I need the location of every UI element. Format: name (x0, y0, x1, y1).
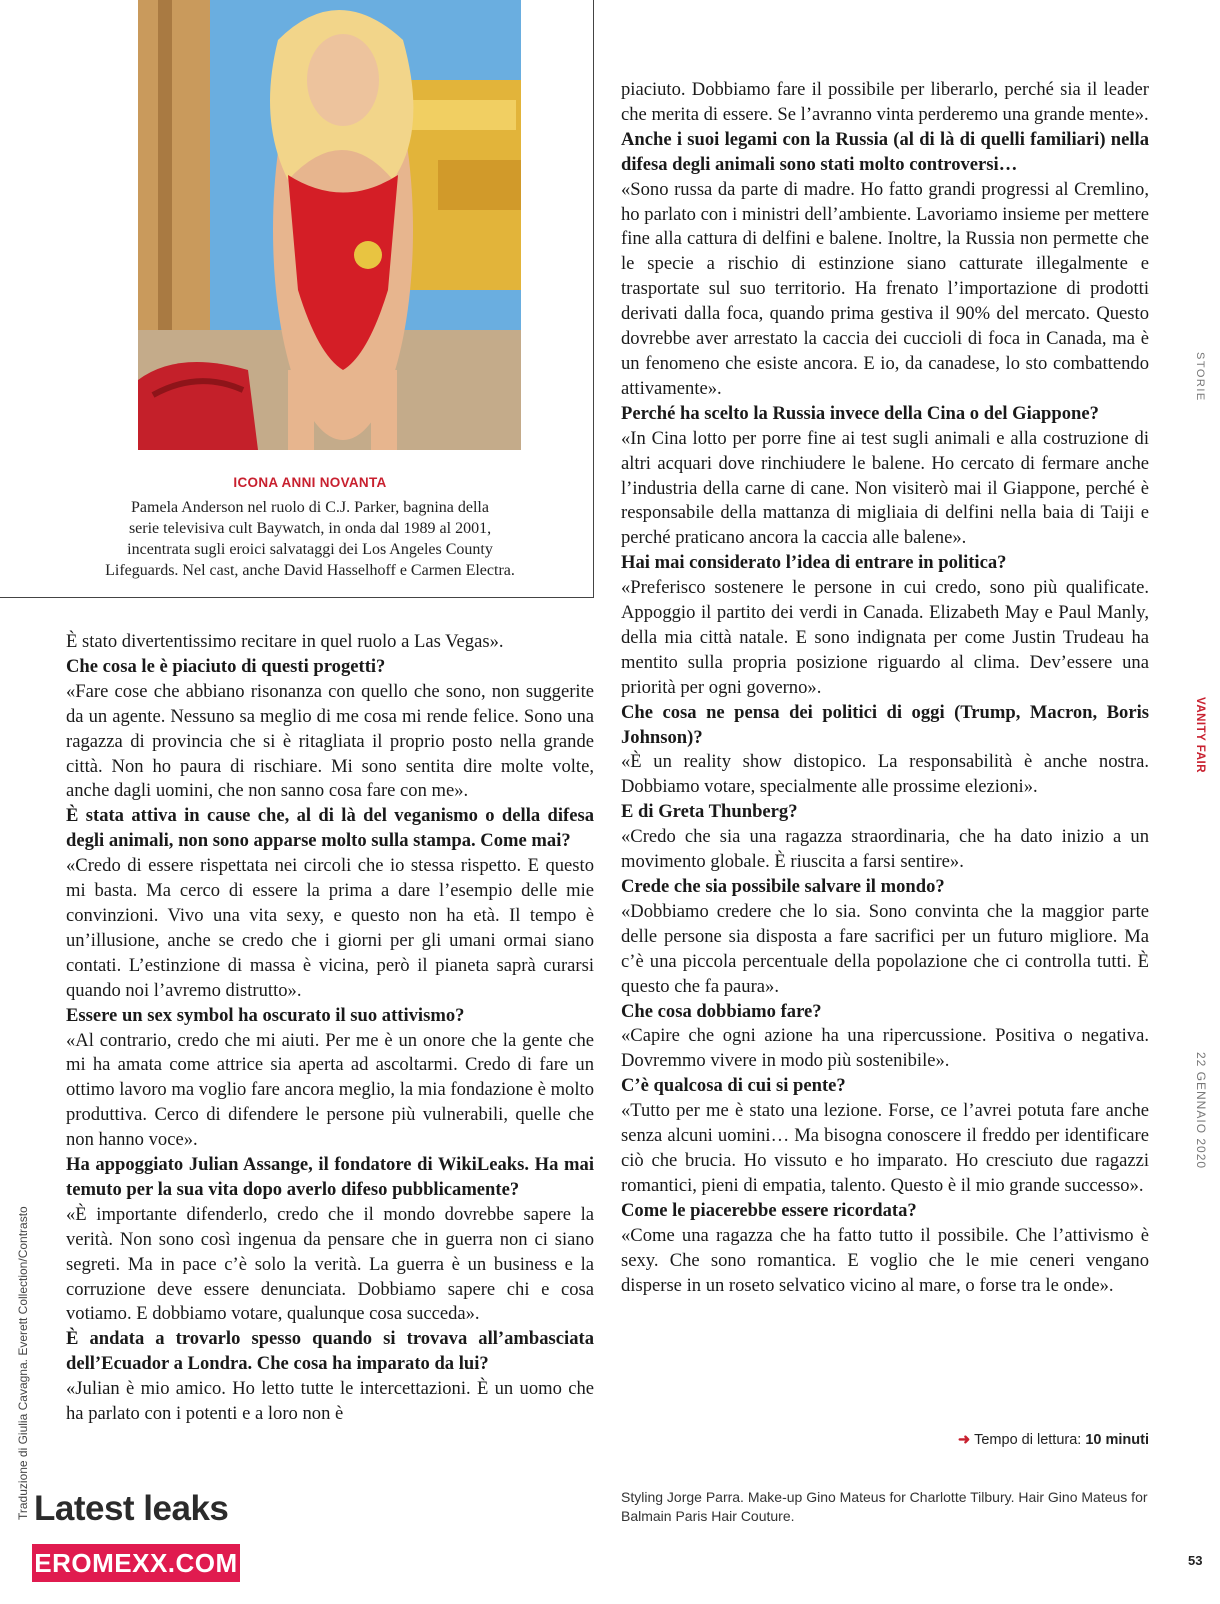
photo-caption (60, 472, 560, 581)
article-column-left (66, 630, 594, 1427)
interview-question: Come le piacerebbe essere ricordata? (621, 1199, 917, 1221)
interview-question: Che cosa dobbiamo fare? (621, 1000, 822, 1022)
interview-question: Anche i suoi legami con la Russia (al di là di quelli familiari) nella difesa degli animali sono stati molto controversi… (621, 128, 1149, 175)
magazine-name: VANITY FAIR (1194, 697, 1206, 773)
styling-credits: Styling Jorge Parra. Make-up Gino Mateus for Charlotte Tilbury. Hair Gino Mateus for Balmain Paris Hair Couture. (621, 1489, 1148, 1524)
interview-question: Ha appoggiato Julian Assange, il fondatore di WikiLeaks. Ha mai temuto per la sua vita dopo averlo difeso pubblicamente? (66, 1154, 594, 1200)
caption-line: Pamela Anderson nel ruolo di C.J. Parker, bagnina della (131, 499, 489, 516)
interview-answer: «Credo che sia una ragazza straordinaria, che ha dato inizio a un movimento globale. È riuscita a farsi sentire». (621, 826, 1149, 873)
caption-kicker: ICONA ANNI NOVANTA (233, 475, 387, 490)
interview-question: Crede che sia possibile salvare il mondo? (621, 876, 945, 897)
interview-question: Hai mai considerato l’idea di entrare in politica? (621, 552, 1007, 574)
interview-answer: «Dobbiamo credere che lo sia. Sono convinta che la maggior parte delle persone sia disposta a fare sacrifici per un futuro migliore. Ma c’è una piccola percentuale della popolazione che ci controlla tutti. È questo che fa paura». (621, 900, 1149, 997)
interview-question: E di Greta Thunberg? (621, 801, 798, 823)
reading-time-label: Tempo di lettura: (974, 1432, 1082, 1448)
interview-question: Che cosa le è piaciuto di questi progetti? (66, 655, 386, 677)
interview-answer: «Fare cose che abbiano risonanza con quello che sono, non suggerite da un agente. Nessuno sa meglio di me cosa mi rende felice. Sono una ragazza di provincia che si è ritagliata il proprio posto nella grande città. Non ho paura di rischiare. Mi sono sentita dire molte volte, anche dagli uomini, che non sanno cosa fare con me». (66, 680, 594, 802)
issue-date: 22 GENNAIO 2020 (1194, 1052, 1208, 1170)
reading-time-value: 10 minuti (1085, 1432, 1149, 1448)
interview-question: Essere un sex symbol ha oscurato il suo attivismo? (66, 1004, 465, 1026)
interview-answer: «Credo di essere rispettata nei circoli che io stessa rispetto. E questo mi basta. Ma cerco di essere la prima a dare l’esempio delle mie convinzioni. Vivo una vita sexy, e questo non ha età. Il tempo è un’illusione, anche se credo che i giorni per gli umani ormai siano contati. L’estinzione di massa è vicina, però il pianeta saprà curarsi quando noi l’avremo distrutto». (66, 855, 594, 1001)
interview-question: C’è qualcosa di cui si pente? (621, 1075, 846, 1097)
interview-answer: «Preferisco sostenere le persone in cui credo, sono più qualificate. Appoggio il partito dei verdi in Canada. Elizabeth May e Paul Manly, della mia città natale. E sono indignata per come Justin Trudeau ha mentito sulla propria posizione riguardo al clima. Dev’essere una priorità per ogni governo». (621, 577, 1149, 698)
reading-time (850, 1432, 1149, 1448)
interview-answer: «Al contrario, credo che mi aiuti. Per me è un onore che la gente che mi ha amata come attrice sia aperta ad ascoltarmi. Credo di fare un ottimo lavoro ma voglio fare ancora meglio, la mia fondazione è molto produttiva. Cerco di difendere le persone più vulnerabili, quelle che non hanno voce». (66, 1029, 594, 1151)
caption-line: Lifeguards. Nel cast, anche David Hasselhoff e Carmen Electra. (105, 562, 515, 579)
caption-line: serie televisiva cult Baywatch, in onda dal 1989 al 2001, (128, 520, 492, 537)
watermark-text: Latest leaks (34, 1489, 229, 1528)
section-label: STORIE (1194, 352, 1206, 402)
interview-answer: È stato divertentissimo recitare in quel ruolo a Las Vegas». (66, 631, 504, 652)
interview-question: Che cosa ne pensa dei politici di oggi (Trump, Macron, Boris Johnson)? (621, 701, 1149, 748)
page-number: 53 (1188, 1553, 1203, 1568)
interview-answer: «Julian è mio amico. Ho letto tutte le intercettazioni. È un uomo che ha parlato con i potenti e a loro non è (66, 1378, 594, 1425)
arrow-icon: ➜ (957, 1432, 971, 1448)
watermark-badge: EROMEXX.COM (32, 1544, 240, 1582)
interview-answer: «È un reality show distopico. La responsabilità è anche nostra. Dobbiamo votare, specialmente alle prossime elezioni». (621, 751, 1149, 798)
article-column-right (621, 78, 1149, 1298)
interview-answer: «Tutto per me è stato una lezione. Forse, ce l’avrei potuta fare anche senza alcuni uomini… Ma bisogna conoscere il freddo per identificare ciò che brucia. Ho vissuto e ho imparato. Ho cresciuto due ragazzi romantici, pieni di empatia, talento. Questo è il mio grande successo». (621, 1100, 1149, 1196)
interview-answer: piaciuto. Dobbiamo fare il possibile per liberarlo, perché sia il leader che merita di essere. Se l’avranno vinta perderemo una grande mente». (621, 79, 1149, 125)
photo-frame (0, 0, 594, 598)
interview-answer: «È importante difenderlo, credo che il mondo dovrebbe sapere la verità. Non sono così ingenua da pensare che in guerra non ci siano segreti. Ma in pace c’è solo la verità. La guerra è un business e la corruzione deve essere denunciata. Dobbiamo sapere chi e cosa votiamo. E dobbiamo votare, qualunque cosa succeda». (66, 1203, 594, 1325)
caption-line: incentrata sugli eroici salvataggi dei Los Angeles County (127, 541, 493, 558)
photo-credit: Traduzione di Giulia Cavagna. Everett Collection/Contrasto (16, 1206, 30, 1520)
interview-question: Perché ha scelto la Russia invece della Cina o del Giappone? (621, 402, 1099, 424)
interview-answer: «Sono russa da parte di madre. Ho fatto grandi progressi al Cremlino, ho parlato con i ministri dell’ambiente. Lavoriamo insieme per mettere fine alla cattura di delfini e balene. Inoltre, la Russia non permette che le specie a rischio di estinzione siano catturate illegalmente e trasportate sul suo territorio. Ha frenato l’importazione di prodotti derivati dalla foca, quando prima gestiva il 90% del mercato. Questo dovrebbe aver arrestato la caccia dei cuccioli di foca in Canada, ma è un fenomeno che esiste ancora. E io, da canadese, lo sto combattendo attivamente». (621, 178, 1149, 399)
interview-answer: «In Cina lotto per porre fine ai test sugli animali e alla costruzione di altri acquari dove rinchiudere le balene. Ho cercato di fermare anche l’industria della carne di cane. Non visiterò mai il Giappone, perché è responsabile della mattanza di migliaia di delfini nella baia di Taiji e perché praticano ancora la caccia alle balene». (621, 427, 1149, 549)
interview-question: È andata a trovarlo spesso quando si trovava all’ambasciata dell’Ecuador a Londra. Che cosa ha imparato da lui? (66, 1328, 594, 1375)
interview-answer: «Come una ragazza che ha fatto tutto il possibile. Che l’attivismo è sexy. Che sono romantica. E voglio che le mie ceneri vengano disperse in un roseto selvatico vicino al mare, o forse tra le onde». (621, 1224, 1149, 1296)
interview-answer: «Capire che ogni azione ha una ripercussione. Positiva o negativa. Dovremmo vivere in modo più sostenibile». (621, 1025, 1149, 1072)
interview-question: È stata attiva in cause che, al di là del veganismo o della difesa degli animali, non sono apparse molto sulla stampa. Come mai? (66, 805, 594, 852)
baywatch-photo (138, 0, 521, 450)
